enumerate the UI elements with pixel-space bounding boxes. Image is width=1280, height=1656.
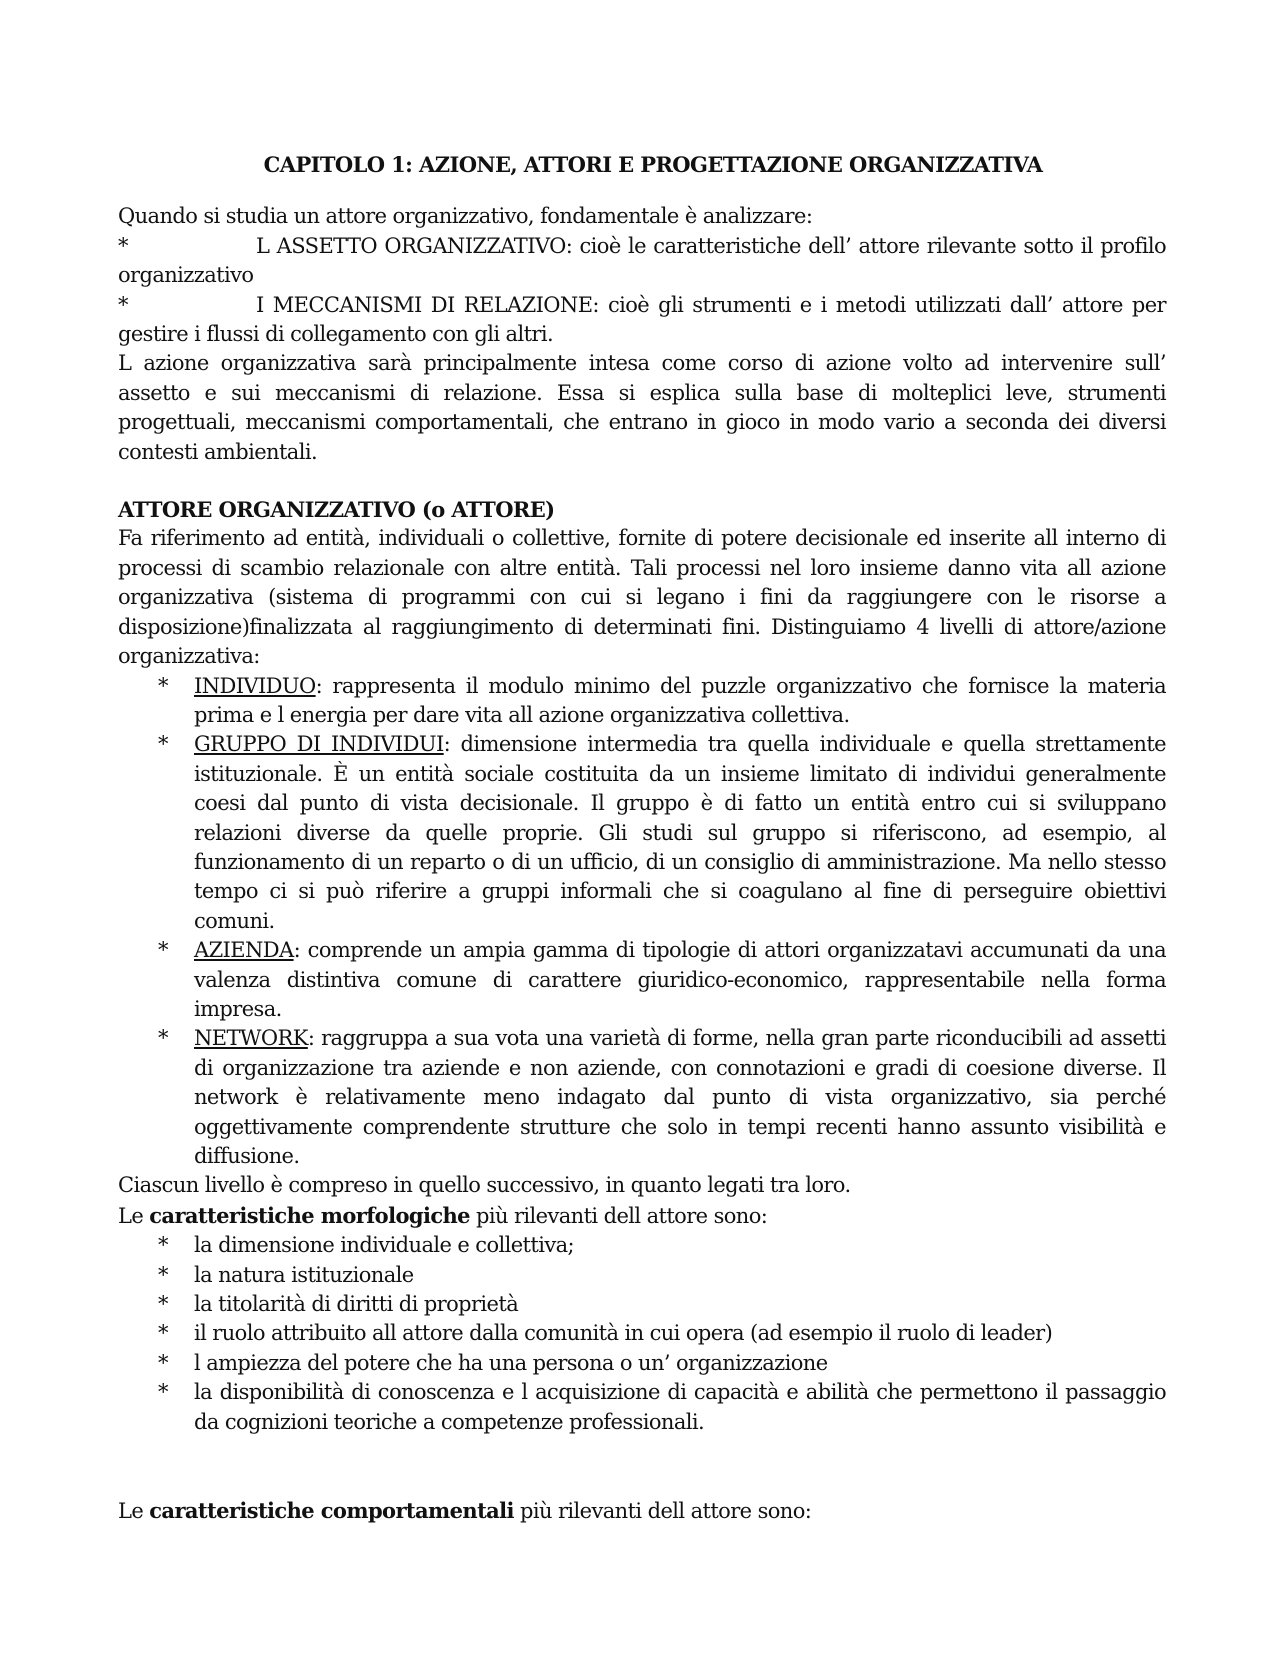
intro-item-text: I MECCANISMI DI RELAZIONE: cioè gli strumenti e i metodi utilizzati dall’ attore per gestire i flussi di collegamento con gli altri. (118, 292, 1166, 347)
behav-intro-bold: caratteristiche comportamentali (149, 1498, 514, 1524)
morph-intro-bold: caratteristiche morfologiche (149, 1202, 470, 1228)
morph-list (118, 1231, 1166, 1437)
chapter-title: CAPITOLO 1: AZIONE, ATTORI E PROGETTAZIONE ORGANIZZATIVA (263, 152, 1043, 177)
bullet-star: * (158, 1380, 168, 1405)
list-item (118, 1024, 1166, 1171)
morph-item-text: la natura istituzionale (194, 1262, 414, 1287)
section-heading: ATTORE ORGANIZZATIVO (o ATTORE) (118, 497, 555, 523)
list-item (118, 1349, 1166, 1378)
document-page (118, 150, 1166, 1526)
level-text: : raggruppa a sua vota una varietà di forme, nella gran parte riconducibili ad assetti di organizzazione tra aziende e non aziende, con connotazioni e gradi di coesione diverse. Il network è relativamente meno indagato dal punto di vista organizzativo, sia perché oggettivamente comprendente strutture che solo in tempi recenti hanno assunto visibilità e diffusione. (194, 1026, 1166, 1168)
morph-item-text: il ruolo attribuito all attore dalla comunità in cui opera (ad esempio il ruolo di leader) (194, 1321, 1053, 1346)
morph-intro-prefix: Le (118, 1203, 150, 1228)
behav-intro (118, 1496, 1166, 1526)
bullet-star: * (118, 292, 128, 317)
morph-intro-suffix: più rilevanti dell attore sono: (469, 1203, 768, 1228)
bullet-star: * (158, 938, 168, 963)
list-item (118, 1290, 1166, 1319)
bullet-star: * (158, 673, 168, 698)
levels-list (118, 672, 1166, 1172)
behav-intro-prefix: Le (118, 1499, 150, 1524)
morph-item-text: la titolarità di diritti di proprietà (194, 1292, 519, 1317)
intro-sentence: Quando si studia un attore organizzativo, fondamentale è analizzare: (118, 204, 813, 229)
bullet-star: * (158, 1262, 168, 1287)
blank-space (118, 1437, 1166, 1496)
bullet-star: * (158, 732, 168, 757)
morph-intro (118, 1201, 1166, 1231)
intro-item-assetto (118, 232, 1166, 291)
list-item (118, 1319, 1166, 1348)
morph-item-text: la disponibilità di conoscenza e l acquisizione di capacità e abilità che permettono il passaggio da cognizioni teoriche a competenze professionali. (194, 1380, 1166, 1434)
intro-item-meccanismi (118, 291, 1166, 350)
intro-paragraph: L azione organizzativa sarà principalmente intesa come corso di azione volto ad intervenire sull’ assetto e sui meccanismi di relazione. Essa si esplica sulla base di molteplici leve, strumenti progettuali, meccanismi comportamentali, che entrano in gioco in modo vario a seconda dei diversi contesti ambientali. (118, 351, 1166, 464)
level-term: AZIENDA (194, 938, 294, 963)
level-term: GRUPPO DI INDIVIDUI (194, 732, 444, 757)
intro-item-text: L ASSETTO ORGANIZZATIVO: cioè le caratteristiche dell’ attore rilevante sotto il profilo organizzativo (118, 233, 1166, 288)
bullet-star: * (158, 1321, 168, 1346)
morph-item-text: la dimensione individuale e collettiva; (194, 1233, 575, 1258)
list-item (118, 1261, 1166, 1290)
level-term: INDIVIDUO (194, 673, 316, 698)
list-item (118, 672, 1166, 731)
list-item (118, 1231, 1166, 1260)
level-text: : dimensione intermedia tra quella individuale e quella strettamente istituzionale. È un entità sociale costituita da un insieme limitato di individui generalmente coesi dal punto di vista decisionale. Il gruppo è di fatto un entità entro cui si sviluppano relazioni diverse da quelle proprie. Gli studi sul gruppo si riferiscono, ad esempio, al funzionamento di un reparto o di un ufficio, di un consiglio di amministrazione. Ma nello stesso tempo ci si può riferire a gruppi informali che si coagulano al fine di perseguire obiettivi comuni. (194, 732, 1166, 933)
section-paragraph: Fa riferimento ad entità, individuali o collettive, fornite di potere decisionale ed inserite all interno di processi di scambio relazionale con altre entità. Tali processi nel loro insieme danno vita all azione organizzativa (sistema di programmi con cui si legano i fini da raggiungere con le risorse a disposizione)finalizzata al raggiungimento di determinati fini. Distinguiamo 4 livelli di attore/azione organizzativa: (118, 526, 1166, 669)
level-text: : comprende un ampia gamma di tipologie di attori organizzatavi accumunati da una valenza distintiva comune di carattere giuridico-economico, rappresentabile nella forma impresa. (194, 938, 1166, 1021)
list-item (118, 730, 1166, 936)
bullet-star: * (158, 1292, 168, 1317)
level-text: : rappresenta il modulo minimo del puzzle organizzativo che fornisce la materia prima e l energia per dare vita all azione organizzativa collettiva. (194, 673, 1166, 727)
bullet-star: * (158, 1026, 168, 1051)
bullet-star: * (158, 1233, 168, 1258)
bullet-star: * (158, 1350, 168, 1375)
bullet-star: * (118, 233, 128, 258)
list-item (118, 1378, 1166, 1437)
levels-note: Ciascun livello è compreso in quello successivo, in quanto legati tra loro. (118, 1173, 851, 1198)
level-term: NETWORK (194, 1026, 308, 1051)
behav-intro-suffix: più rilevanti dell attore sono: (513, 1499, 812, 1524)
morph-item-text: l ampiezza del potere che ha una persona o un’ organizzazione (194, 1350, 828, 1375)
list-item (118, 936, 1166, 1024)
